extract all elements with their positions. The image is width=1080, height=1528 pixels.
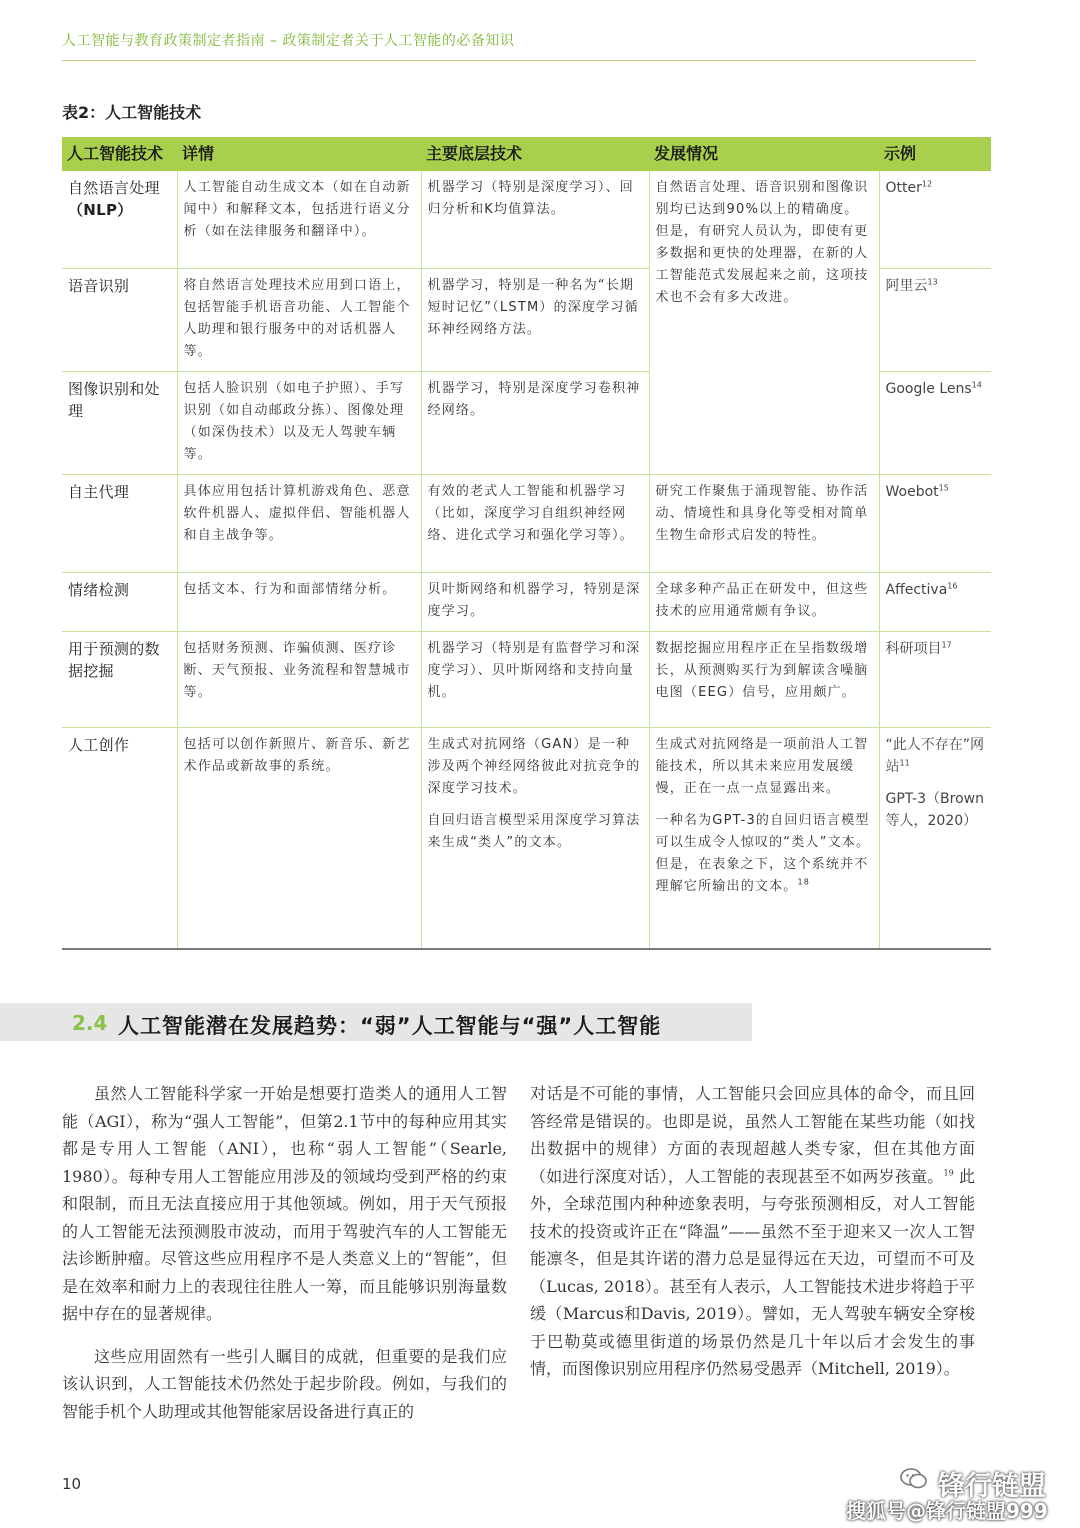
ai-technology-table — [62, 137, 991, 950]
row-details: 将自然语言处理技术应用到口语上，包括智能手机语音功能、人工智能个人助理和银行服务中的对话机器人等。 — [177, 268, 421, 371]
development-paragraph: 生成式对抗网络是一项前沿人工智能技术，所以其未来应用发展缓慢，正在一点一点显露出来。 — [655, 736, 869, 796]
wechat-icon — [900, 1468, 928, 1490]
section-number: 2.4 — [72, 1011, 108, 1035]
table-row — [62, 171, 991, 268]
row-example: Otter$^{12}$ — [879, 171, 991, 268]
row-tech-name: 情绪检测 — [62, 572, 177, 631]
row-details: 包括财务预测、诈骗侦测、医疗诊断、天气预报、业务流程和智慧城市等。 — [177, 631, 421, 727]
row-tech-base: 有效的老式人工智能和机器学习（比如，深度学习自组织神经网络、进化式学习和强化学习等）。 — [421, 474, 649, 572]
row-tech-base — [421, 727, 649, 949]
development-paragraph: 一种名为GPT-3的自回归语言模型可以生成令人惊叹的“类人”文本。但是，在表象之下，这个系统并不理解它所输出的文本。$^{18}$ — [655, 812, 871, 894]
example-entry: GPT-3（Brown 等人，2020） — [885, 790, 984, 829]
page-number: 10 — [62, 1475, 82, 1493]
row-development: 研究工作聚焦于涌现智能、协作活动、情境性和具身化等受相对简单生物生命形式启发的特性。 — [649, 474, 879, 572]
column-header-tech-base: 主要底层技术 — [421, 137, 649, 171]
row-tech-base: 贝叶斯网络和机器学习，特别是深度学习。 — [421, 572, 649, 631]
tech-base-paragraph: 自回归语言模型采用深度学习算法来生成“类人”的文本。 — [427, 812, 641, 850]
section-title: 人工智能潜在发展趋势：“弱”人工智能与“强”人工智能 — [118, 1014, 662, 1038]
row-details: 具体应用包括计算机游戏角色、恶意软件机器人、虚拟伴侣、智能机器人和自主战争等。 — [177, 474, 421, 572]
row-example: 科研项目$^{17}$ — [879, 631, 991, 727]
row-details: 包括可以创作新照片、新音乐、新艺术作品或新故事的系统。 — [177, 727, 421, 949]
source-tag: 搜狐号@锋行链盟999 — [846, 1499, 1048, 1523]
row-tech-name: 自然语言处理 （NLP） — [62, 171, 177, 268]
body-paragraph: 虽然人工智能科学家一开始是想要打造类人的通用人工智能（AGI），称为“强人工智能”，但第2.1节中的每种应用其实都是专用人工智能（ANI），也称“弱人工智能”（Searle, 1980）。每种专用人工智能应用涉及的领域均受到严格的约束和限制，而且无法直接应用于其他领域。例如，用于天气预报的人工智能无法预测股市波动，而用于驾驶汽车的人工智能无法诊断肿瘤。尽管这些应用程序不是人类意义上的“智能”，但是在效率和耐力上的表现往往胜人一筹，而且能够识别海量数据中存在的显著规律。 — [62, 1084, 507, 1323]
body-column-left — [62, 1080, 507, 1425]
watermark-logo-text: 锋行链盟 — [938, 1471, 1046, 1502]
row-tech-name: 图像识别和处理 — [62, 371, 177, 474]
column-header-tech: 人工智能技术 — [62, 137, 177, 171]
table-header-row — [62, 137, 991, 171]
row-example: Google Lens$^{14}$ — [879, 371, 991, 474]
row-development-shared: 自然语言处理、语音识别和图像识别均已达到90%以上的精确度。但是，有研究人员认为，即使有更多数据和更快的处理器，在新的人工智能范式发展起来之前，这项技术也不会有多大改进。 — [649, 171, 879, 474]
body-paragraph: 这些应用固然有一些引人瞩目的成就，但重要的是我们应该认识到，人工智能技术仍然处于起步阶段。例如，与我们的智能手机个人助理或其他智能家居设备进行真正的 — [62, 1346, 507, 1421]
column-header-example: 示例 — [879, 137, 991, 171]
row-example: Woebot$^{15}$ — [879, 474, 991, 572]
example-entry: “此人不存在”网站$^{11}$ — [885, 736, 985, 775]
row-details: 人工智能自动生成文本（如在自动新闻中）和解释文本，包括进行语义分析（如在法律服务和翻译中）。 — [177, 171, 421, 268]
row-tech-subname: （NLP） — [68, 201, 133, 219]
row-tech-base: 机器学习（特别是深度学习）、回归分析和K均值算法。 — [421, 171, 649, 268]
row-development — [649, 727, 879, 949]
row-tech-base: 机器学习，特别是一种名为“长期短时记忆”（LSTM）的深度学习循环神经网络方法。 — [421, 268, 649, 371]
column-header-development: 发展情况 — [649, 137, 879, 171]
row-development: 全球多种产品正在研发中，但这些技术的应用通常颇有争议。 — [649, 572, 879, 631]
table-row — [62, 727, 991, 949]
row-example: 阿里云$^{13}$ — [879, 268, 991, 371]
row-development: 数据挖掘应用程序正在呈指数级增长，从预测购买行为到解读含噪脑电图（EEG）信号，应用颇广。 — [649, 631, 879, 727]
running-header: 人工智能与教育政策制定者指南 – 政策制定者关于人工智能的必备知识 — [62, 30, 976, 61]
table-row — [62, 474, 991, 572]
row-tech-name: 语音识别 — [62, 268, 177, 371]
table-row — [62, 631, 991, 727]
row-details: 包括文本、行为和面部情绪分析。 — [177, 572, 421, 631]
row-tech-base: 机器学习（特别是有监督学习和深度学习）、贝叶斯网络和支持向量机。 — [421, 631, 649, 727]
body-column-right — [530, 1080, 975, 1383]
column-header-details: 详情 — [177, 137, 421, 171]
row-tech-name: 自主代理 — [62, 474, 177, 572]
table-caption: 表2：人工智能技术 — [62, 103, 202, 122]
table-row — [62, 572, 991, 631]
row-tech-base: 机器学习，特别是深度学习卷积神经网络。 — [421, 371, 649, 474]
tech-base-paragraph: 生成式对抗网络（GAN）是一种涉及两个神经网络彼此对抗竞争的深度学习技术。 — [427, 736, 641, 796]
row-tech-name: 人工创作 — [62, 727, 177, 949]
row-tech-name: 用于预测的数据挖掘 — [62, 631, 177, 727]
row-details: 包括人脸识别（如电子护照）、手写识别（如自动邮政分拣）、图像处理（如深伪技术）以及无人驾驶车辆等。 — [177, 371, 421, 474]
body-paragraph: 对话是不可能的事情，人工智能只会回应具体的命令，而且回答经常是错误的。也即是说，虽然人工智能在某些功能（如找出数据中的规律）方面的表现超越人类专家，但在其他方面（如进行深度对话），人工智能的表现甚至不如两岁孩童。$^{19}$ 此外，全球范围内种种迹象表明，与夸张预测相反，对人工智能技术的投资或许正在“降温”——虽然不至于迎来又一次人工智能凛冬，但是其许诺的潜力总是显得远在天边，可望而不可及（Lucas, 2018）。甚至有人表示，人工智能技术进步将趋于平缓（Marcus和Davis, 2019）。譬如，无人驾驶车辆安全穿梭于巴勒莫或德里街道的场景仍然是几十年以后才会发生的事情，而图像识别应用程序仍然易受愚弄（Mitchell, 2019）。 — [530, 1084, 975, 1378]
row-example: Affectiva$^{16}$ — [879, 572, 991, 631]
row-example — [879, 727, 991, 949]
